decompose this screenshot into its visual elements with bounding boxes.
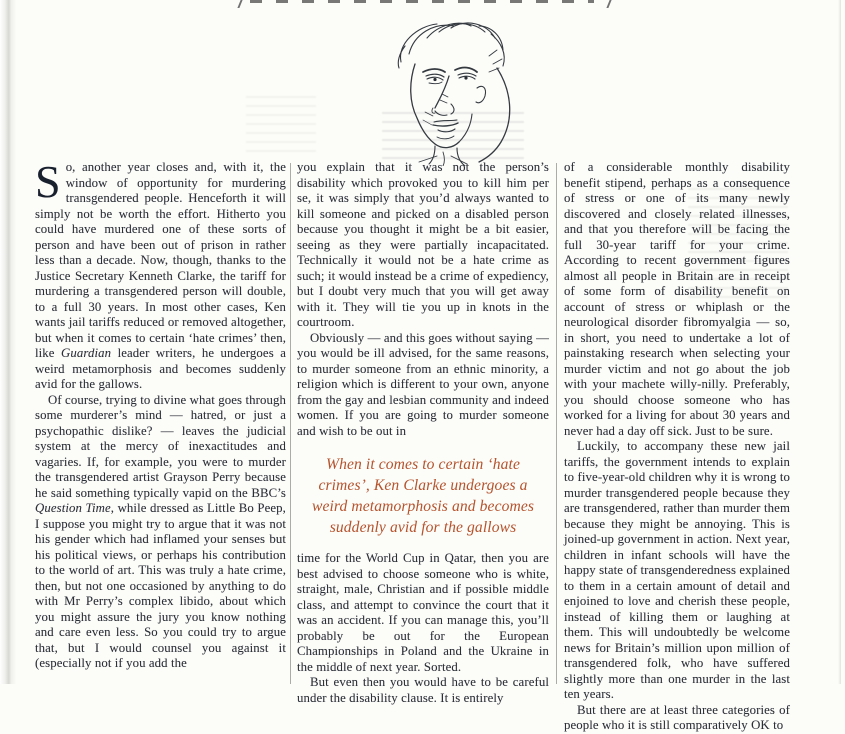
text-run: you explain that it was not the person’s disability which provoked you to kill him per se, it was simply that you’d always wanted to kill someone and picked on a disabled person because you thought it might be a bit easier, seeing as they were partially incapacitated. Technically it would not be a hate crime as such; it would instead be a crime of expediency, but I doubt very much that you will get away with it. They will tie you up in knots in the courtroom. bbox=[297, 160, 549, 329]
column-rule-1 bbox=[290, 163, 291, 684]
text-run: But even then you would have to be careful under the disability clause. It is entirely bbox=[297, 675, 549, 705]
text-run: Obviously — and this goes without saying — you would be ill advised, for the same reasons, to murder someone from an ethnic minority, a religion which is different to your own, anyone from the gay and lesbian community and indeed women. If you are going to murder someone and wish to be out in bbox=[297, 330, 549, 438]
headline-descender-left bbox=[237, 0, 242, 8]
italic-text-run: Question Time bbox=[35, 501, 111, 515]
body-paragraph bbox=[564, 703, 790, 734]
text-run: o, another year closes and, with it, the window of opportunity for murdering transgendered people. Henceforth it will simply not be worth the effort. Hitherto you could have murdered one of these sorts of person and have been out of prison in rather less than a decade. Now, though, thanks to the Justice Secretary Kenneth Clarke, the tariff for murdering a transgendered person will double, to a full 30 years. In most other cases, Ken wants jail tariffs reduced or removed altogether, but when it comes to certain ‘hate crimes’ then, like bbox=[35, 160, 286, 360]
print-showthrough-patch bbox=[246, 96, 316, 156]
clipped-headline-fragment bbox=[236, 0, 614, 8]
page-edge-shadow-left bbox=[0, 0, 16, 684]
text-run: leader writers, he undergoes a weird metamorphosis and becomes suddenly avid for the gallows. bbox=[35, 346, 286, 391]
italic-text-run: Guardian bbox=[61, 346, 112, 360]
text-run: Luckily, to accompany these new jail tariffs, the government intends to explain to five-year-old children why it is wrong to murder transgendered people because they are transgendered, rather than murder them because they might be annoying. This is joined-up government in action. Next year, children in infant schools will have the happy state of transgenderedness explained to them in a certain amount of detail and enjoined to love and cherish these people, instead of killing them or laughing at them. This will undoubtedly be welcome news for Britain’s million upon million of transgendered folk, who have suffered slightly more than one murder in the last ten years. bbox=[564, 439, 790, 701]
body-paragraph bbox=[35, 156, 286, 393]
body-paragraph bbox=[564, 439, 790, 703]
text-run: , while dressed as Little Bo Peep, I suppose you might try to argue that it was not his gender which had inflamed your senses but his political views, or perhaps his contribution to the world of art. This was truly a hate crime, then, but not one occasioned by anything to do with Mr Perry’s complex libido, about which you might assure the jury you know nothing and care even less. So you could try to argue that, but I would counsel you against it (especially not if you add the bbox=[35, 501, 286, 670]
article-column-1 bbox=[35, 156, 286, 672]
text-run: of a considerable monthly disability benefit stipend, perhaps as a consequence of stress or one of its many newly discovered and closely related illnesses, and that you therefore will be facing the full 30-year tariff for your crime. According to recent government figures almost all people in Britain are in receipt of some form of disability benefit on account of stress or whiplash or the neurological disorder fibromyalgia — so, in short, you need to undertake a lot of painstaking research when selecting your murder victim and not go about the job with your machete willy-nilly. Preferably, you should choose someone who has worked for a living for about 30 years and never had a day off sick. Just to be sure. bbox=[564, 160, 790, 438]
article-column-3 bbox=[564, 160, 790, 734]
page-edge-shadow-right bbox=[838, 0, 841, 684]
body-paragraph bbox=[564, 160, 790, 439]
headline-descender-right bbox=[606, 0, 611, 8]
text-run: But there are at least three categories of people who it is still comparatively OK to bbox=[564, 702, 790, 732]
caricature-illustration bbox=[338, 16, 570, 166]
article-column-2 bbox=[297, 160, 549, 706]
pull-quote: When it comes to certain ‘hate crimes’, Ken Clarke undergoes a weird metamorphosis and becomes suddenly avid for the gallows bbox=[311, 456, 535, 536]
body-paragraph bbox=[297, 551, 549, 675]
body-paragraph bbox=[297, 331, 549, 440]
caricature-sketch-svg bbox=[338, 16, 570, 166]
text-run: Of course, trying to divine what goes through some murderer’s mind — hatred, or just a psychopathic dislike? — leaves the judicial system at the mercy of inexactitudes and vagaries. If, for example, you were to murder the transgendered artist Grayson Perry because he said something typically vapid on the BBC’s bbox=[35, 392, 286, 500]
body-paragraph bbox=[297, 675, 549, 706]
body-paragraph bbox=[35, 393, 286, 672]
text-run: time for the World Cup in Qatar, then you are best advised to choose someone who is white, straight, male, Christian and if possible middle class, and attempt to convince the court that it was an accident. If you can manage this, you’ll probably be out for the European Championships in Poland and the Ukraine in the middle of next year. Sorted. bbox=[297, 551, 549, 674]
column-rule-2 bbox=[556, 163, 557, 684]
drop-cap: S bbox=[35, 156, 61, 207]
body-paragraph bbox=[297, 160, 549, 331]
headline-letter-bottoms bbox=[250, 0, 594, 3]
